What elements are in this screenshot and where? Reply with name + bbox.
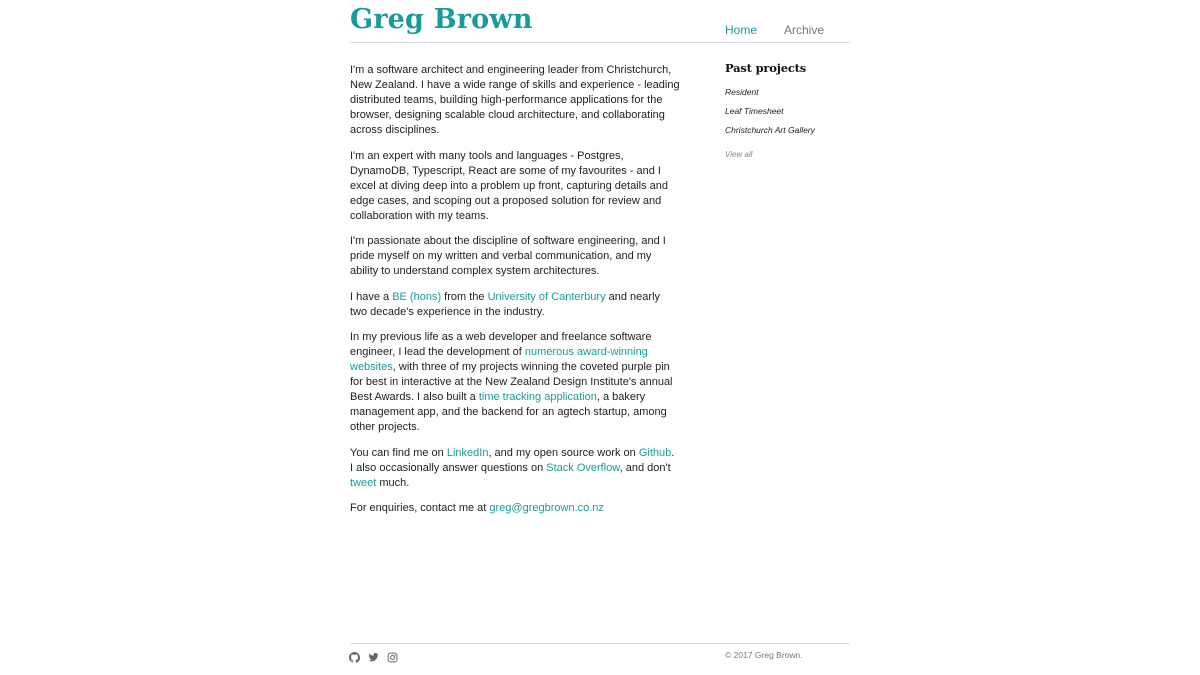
stack-overflow-link[interactable]: Stack Overflow <box>546 461 620 474</box>
about-paragraph-1: I'm a software architect and engineering leader from Christchurch, New Zealand. I have a wide range of skills and experience - leading distributed teams, building high-performance applications for the browser, designing scalable cloud architecture, and collaborating across disciplines. <box>350 64 680 136</box>
twitter-icon[interactable] <box>368 650 379 668</box>
about-paragraph-6 <box>350 446 680 491</box>
footer-divider <box>350 643 850 644</box>
sidebar <box>725 61 850 159</box>
github-link[interactable]: Github <box>638 446 672 459</box>
award-winning-websites-link[interactable]: numerous award-winning websites <box>350 346 648 373</box>
email-link[interactable]: greg@gregbrown.co.nz <box>489 502 604 514</box>
nav-archive-link[interactable]: Archive <box>784 23 825 37</box>
site-title[interactable]: Greg Brown <box>350 4 533 35</box>
text: much. <box>376 476 410 489</box>
about-paragraph-4 <box>350 290 680 320</box>
about-paragraph-3: I'm passionate about the discipline of software engineering, and I pride myself on my written and verbal communication, and my ability to understand complex system architectures. <box>350 235 666 277</box>
text: , and don't <box>619 461 671 474</box>
linkedin-link[interactable]: LinkedIn <box>446 446 489 459</box>
text: In my previous life as a web developer and freelance software engineer, I lead the development of <box>350 331 652 358</box>
project-link-leaf-timesheet[interactable]: Leaf Timesheet <box>725 105 784 116</box>
text: You can find me on <box>350 446 447 459</box>
about-paragraph-7 <box>350 501 680 516</box>
social-links <box>349 650 398 668</box>
text: . I also occasionally answer questions on <box>350 446 675 474</box>
text: , with three of my projects winning the coveted purple pin for best in interactive at the New Zealand Design Institute's annual Best Awards. I also built a <box>350 361 673 403</box>
header-divider <box>350 42 850 43</box>
tweet-link[interactable]: tweet <box>350 476 377 489</box>
text: For enquiries, contact me at <box>350 502 490 514</box>
text: , a bakery management app, and the backend for an agtech startup, among other projects. <box>350 391 667 433</box>
about-paragraph-5 <box>350 330 680 435</box>
nav-home-link[interactable]: Home <box>725 23 758 37</box>
university-of-canterbury-link[interactable]: University of Canterbury <box>487 290 606 303</box>
project-link-resident[interactable]: Resident <box>725 87 759 97</box>
instagram-icon[interactable] <box>387 650 398 668</box>
time-tracking-app-link[interactable]: time tracking application <box>478 391 597 403</box>
project-link-christchurch-art-gallery[interactable]: Christchurch Art Gallery <box>725 124 815 135</box>
view-all-projects-link[interactable]: View all <box>725 149 753 159</box>
about-paragraph-2: I'm an expert with many tools and languages - Postgres, DynamoDB, Typescript, React are some of my favourites - and I excel at diving deep into a problem up front, capturing details and edge cases, and scoping out a proposed solution for review and collaboration with my teams. <box>350 149 668 222</box>
text: , and my open source work on <box>488 446 639 459</box>
text: and nearly two decade's experience in the industry. <box>350 290 661 318</box>
text: from the <box>441 290 488 303</box>
about-content <box>350 63 680 527</box>
past-projects-heading: Past projects <box>725 61 807 75</box>
text: I have a <box>350 290 393 303</box>
copyright: © 2017 Greg Brown. <box>725 650 803 660</box>
github-icon[interactable] <box>349 650 360 668</box>
be-hons-link[interactable]: BE (hons) <box>392 290 442 303</box>
